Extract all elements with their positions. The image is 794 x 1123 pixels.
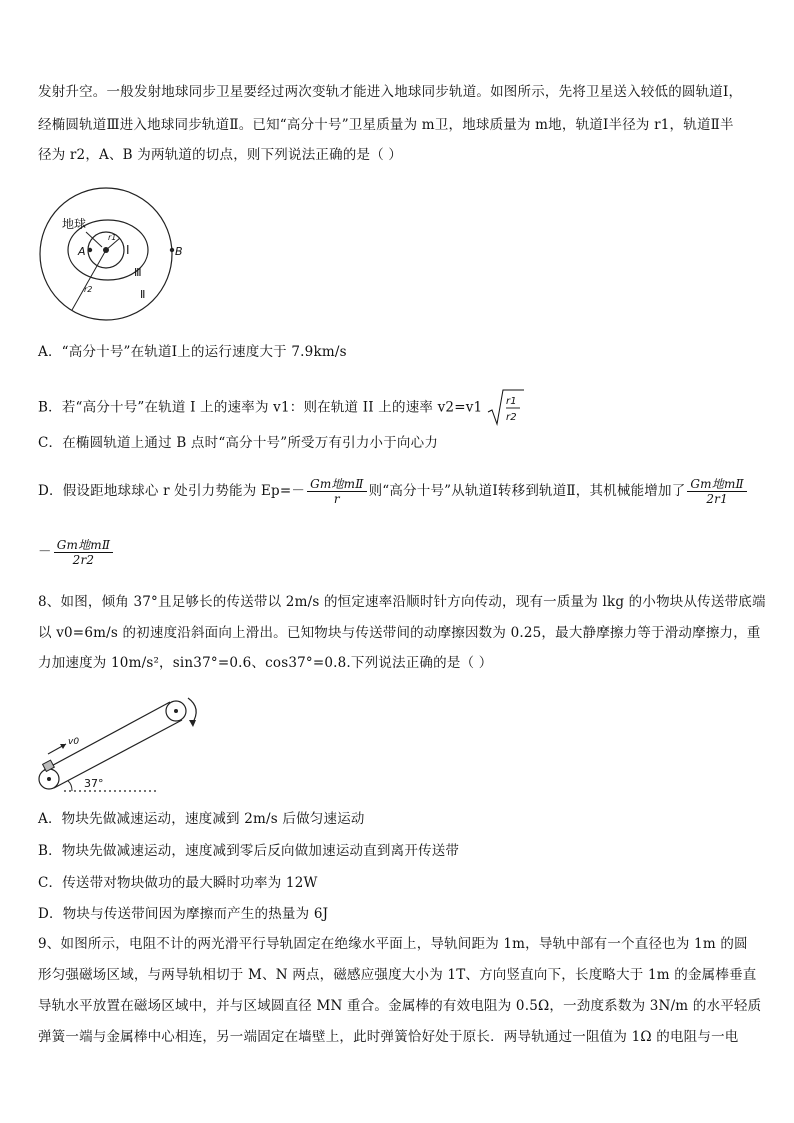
- fraction-numerator: Gm地mⅡ: [687, 477, 747, 492]
- q7-option-d-prefix: D．假设距地球球心 r 处引力势能为 Ep=－: [38, 483, 306, 499]
- point-a-label: A: [78, 245, 86, 258]
- minus-sign: －: [38, 544, 52, 560]
- intro-line-1: 发射升空。一般发射地球同步卫星要经过两次变轨才能进入地球同步轨道。如图所示，先将卫星送入较低的圆轨道Ⅰ，: [38, 84, 743, 100]
- orbit-2-circle: [40, 188, 172, 320]
- q7-option-b: [38, 388, 758, 428]
- top-roller-axle: [174, 709, 178, 713]
- q8-line-1: 8、如图，倾角 37°且足够长的传送带以 2m/s 的恒定速率沿顺时针方向传动，现有一质量为 lkg 的小物块从传送带底端: [38, 594, 766, 610]
- orbit-1-label: Ⅰ: [126, 243, 130, 257]
- point-b-label: B: [175, 245, 183, 258]
- angle-label: 37°: [84, 777, 104, 790]
- sqrt-denominator: r2: [505, 412, 517, 423]
- energy-increase-fraction-2: [54, 538, 114, 567]
- q9-line-3: 导轨水平放置在磁场区域中，并与区域圆直径 MN 重合。金属棒的有效电阻为 0.5Ω，一劲度系数为 3N/m 的水平轻质: [38, 998, 762, 1014]
- energy-increase-fraction-1: [687, 477, 747, 506]
- q9-line-2: 形匀强磁场区域，与两导轨相切于 M、N 两点，磁感应强度大小为 1T、方向竖直向下，长度略大于 1m 的金属棒垂直: [38, 967, 757, 983]
- fraction-numerator: Gm地mⅡ: [307, 477, 367, 492]
- angle-arc: [68, 781, 72, 791]
- fraction-denominator: r: [333, 492, 340, 506]
- q8-option-d: D．物块与传送带间因为摩擦而产生的热量为 6J: [38, 906, 329, 922]
- potential-energy-fraction: [307, 477, 367, 506]
- q9-line-1: 9、如图所示，电阻不计的两光滑平行导轨固定在绝缘水平面上，导轨间距为 1m，导轨中部有一个直径也为 1m 的圆: [38, 936, 748, 952]
- q7-option-d: [38, 473, 758, 509]
- fraction-denominator: 2r1: [706, 492, 728, 506]
- q8-line-3: 力加速度为 10m/s²，sin37°=0.6、cos37°=0.8.下列说法正确的是（ ）: [38, 655, 493, 671]
- q8-option-a: A．物块先做减速运动，速度减到 2m/s 后做匀速运动: [38, 811, 365, 827]
- intro-line-2: 经椭圆轨道Ⅲ进入地球同步轨道Ⅱ。已知“高分十号”卫星质量为 m卫，地球质量为 m地，轨道Ⅰ半径为 r1，轨道Ⅱ半: [38, 117, 734, 133]
- sqrt-fraction: [487, 388, 525, 428]
- q7-option-d-continued: [38, 532, 758, 572]
- sqrt-numerator: r1: [505, 396, 517, 407]
- q9-line-4: 弹簧一端与金属棒中心相连，另一端固定在墙壁上，此时弹簧恰好处于原长．两导轨通过一阻值为 1Ω 的电阻与一电: [38, 1029, 739, 1045]
- r2-label: r2: [84, 285, 93, 294]
- q7-option-c: C．在椭圆轨道上通过 B 点时“高分十号”所受万有引力小于向心力: [38, 435, 439, 451]
- rotation-arrowhead: [189, 720, 196, 727]
- fraction-denominator: 2r2: [72, 553, 95, 567]
- intro-line-3: 径为 r2，A、B 为两轨道的切点，则下列说法正确的是（ ）: [38, 147, 403, 163]
- orbit-3-label: Ⅲ: [134, 266, 142, 279]
- orbit-2-label: Ⅱ: [140, 288, 146, 301]
- fraction-numerator: Gm地mⅡ: [54, 538, 114, 553]
- q8-line-2: 以 v0=6m/s 的初速度沿斜面向上滑出。已知物块与传送带间的动摩擦因数为 0.25，最大静摩擦力等于滑动摩擦力，重: [38, 625, 761, 641]
- q8-option-b: B．物块先做减速运动，速度减到零后反向做加速运动直到离开传送带: [38, 843, 460, 859]
- point-b-dot: [170, 248, 174, 252]
- q7-option-d-middle: 则“高分十号”从轨道Ⅰ转移到轨道Ⅱ，其机械能增加了: [368, 483, 686, 499]
- q7-option-b-text: B．若“高分十号”在轨道 I 上的速率为 v1：则在轨道 II 上的速率 v2=v1: [38, 399, 483, 416]
- point-a-dot: [88, 248, 92, 252]
- v0-label: v0: [68, 737, 80, 747]
- earth-label: 地球: [62, 217, 87, 231]
- orbit-diagram: [38, 180, 198, 335]
- r1-label: r1: [108, 233, 117, 242]
- bottom-roller-axle: [47, 777, 51, 781]
- q7-option-a: A．“高分十号”在轨道Ⅰ上的运行速度大于 7.9km/s: [38, 344, 347, 360]
- conveyor-diagram: [38, 690, 228, 800]
- q8-option-c: C．传送带对物块做功的最大瞬时功率为 12W: [38, 875, 318, 891]
